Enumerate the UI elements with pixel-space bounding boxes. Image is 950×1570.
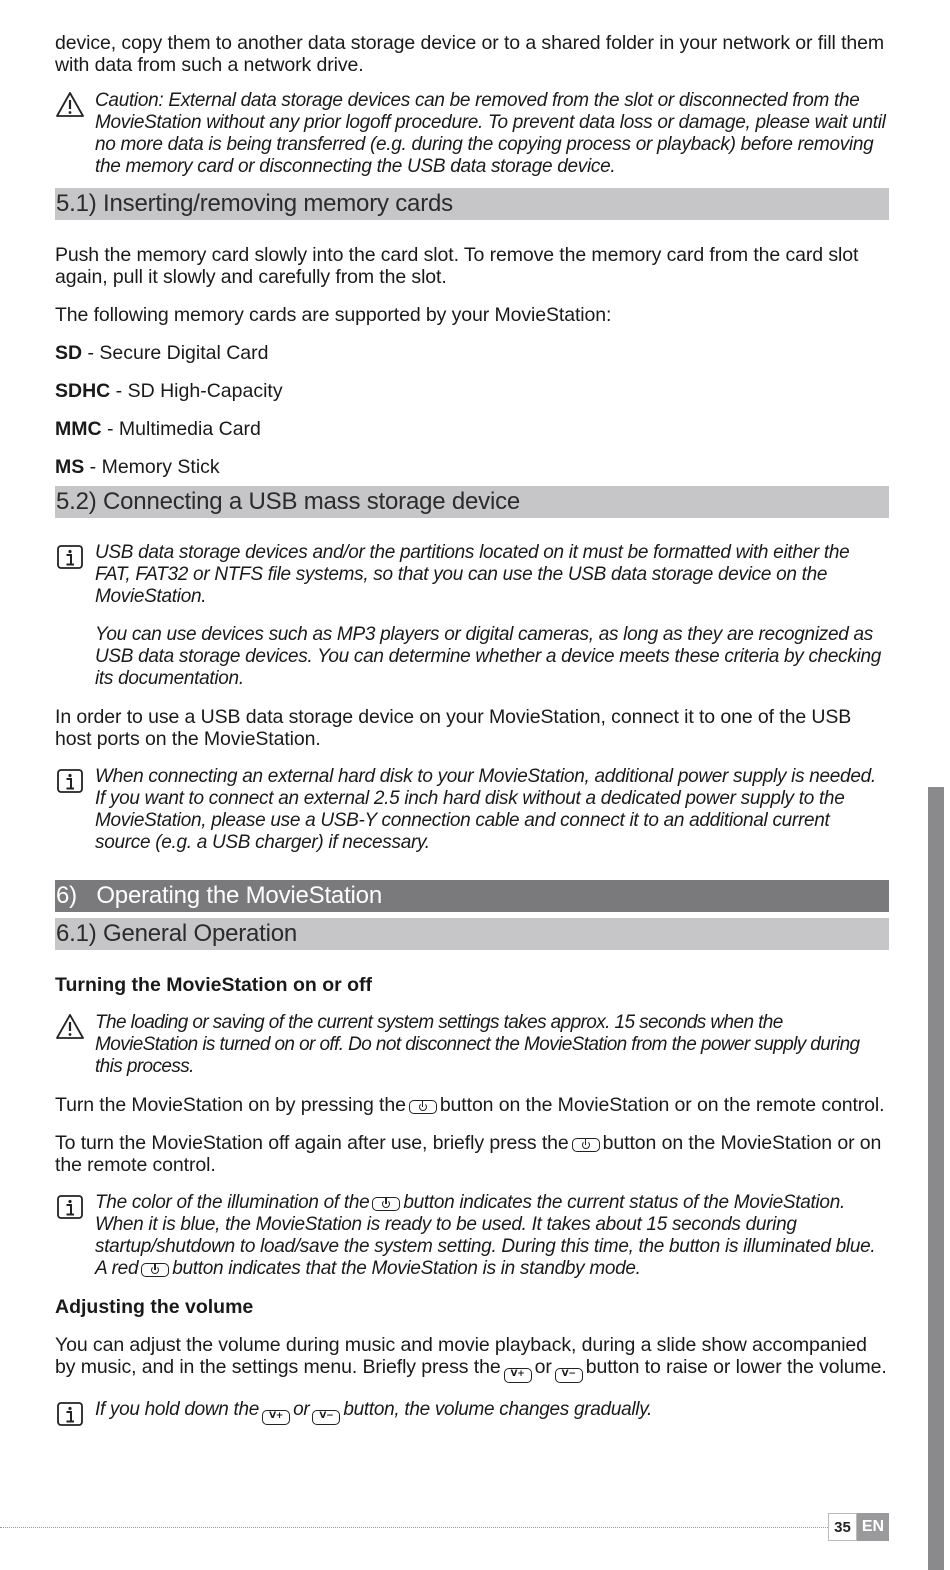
text-run: button indicates the current status of the MovieStation. When it is blue, the MovieStation is ready to be used. It takes about 15 seconds during startup/shutdown to load/save the system setting. During this time, the button is illuminated blue. A red	[95, 1192, 876, 1279]
card-abbr: MMC	[55, 418, 102, 440]
language-badge: EN	[857, 1513, 889, 1541]
paragraph: Push the memory card slowly into the card slot. To remove the memory card from the card slot again, pull it slowly and carefully from the slot.	[55, 244, 859, 288]
paragraph	[55, 1094, 889, 1116]
caution-text: Caution: External data storage devices can be removed from the slot or disconnected from the MovieStation without any prior logoff procedure. To prevent data loss or damage, please wait until no more data is being transferred (e.g. during the copying process or playback) before removing the memory card or disconnecting the USB data storage device.	[95, 90, 886, 177]
power-button-icon	[372, 1197, 400, 1211]
card-item	[55, 456, 889, 478]
text-run: To turn the MovieStation off again after use, briefly press the	[55, 1132, 569, 1154]
info-text	[95, 1192, 889, 1280]
card-desc: - Multimedia Card	[101, 418, 261, 440]
info-note	[55, 1399, 889, 1425]
section-heading-5-1: 5.1) Inserting/removing memory cards	[55, 188, 889, 220]
subsection-title: Adjusting the volume	[55, 1296, 254, 1318]
text-run: button on the MovieStation or on the remote control.	[439, 1094, 885, 1116]
caution-note	[55, 90, 889, 178]
info-note	[55, 1192, 889, 1280]
volume-up-button-icon: V+	[504, 1368, 532, 1383]
chapter-heading-6: 6) Operating the MovieStation	[55, 880, 889, 912]
card-item	[55, 418, 889, 440]
card-item	[55, 342, 889, 364]
card-desc: - Memory Stick	[84, 456, 220, 478]
text-run: If you hold down the	[95, 1399, 260, 1420]
caution-note	[55, 1012, 889, 1078]
caution-text: The loading or saving of the current system settings takes approx. 15 seconds when the MovieStation is turned on or off. Do not disconnect the MovieStation from the power supply during this process.	[95, 1012, 860, 1077]
page-content	[55, 32, 889, 1441]
subsection-title: Turning the MovieStation on or off	[55, 974, 373, 996]
info-text: USB data storage devices and/or the partitions located on it must be formatted with either the FAT, FAT32 or NTFS file systems, so that you can use the USB data storage device on the MovieStation.	[95, 542, 850, 607]
text-run: The color of the illumination of the	[95, 1192, 370, 1213]
text-run: Turn the MovieStation on by pressing the	[55, 1094, 406, 1116]
warning-icon	[55, 91, 85, 119]
power-button-icon	[141, 1263, 169, 1277]
card-abbr: SDHC	[55, 380, 111, 402]
footer-dotted-rule	[0, 1527, 828, 1528]
paragraph: The following memory cards are supported by your MovieStation:	[55, 304, 612, 326]
text-run: button indicates that the MovieStation is in standby mode.	[172, 1258, 641, 1279]
card-desc: - Secure Digital Card	[82, 342, 269, 364]
volume-down-button-icon: V−	[312, 1410, 340, 1425]
warning-icon	[55, 1013, 85, 1041]
info-text: You can use devices such as MP3 players or digital cameras, as long as they are recognized as USB data storage devices. You can determine whether a device meets these criteria by checking its documentation.	[95, 624, 882, 689]
info-note	[55, 542, 889, 690]
text-run: or	[534, 1356, 552, 1378]
info-icon	[55, 767, 85, 795]
info-icon	[55, 1400, 85, 1428]
info-note	[55, 766, 889, 854]
paragraph	[55, 1334, 889, 1383]
volume-up-button-icon: V+	[262, 1410, 290, 1425]
text-run: button on the MovieStation or on the remote control.	[55, 1132, 882, 1176]
intro-paragraph: device, copy them to another data storage device or to a shared folder in your network or fill them with data from such a network drive.	[55, 32, 885, 76]
page-number: 35	[828, 1513, 857, 1541]
text-run: or	[293, 1399, 310, 1420]
card-abbr: MS	[55, 456, 85, 478]
text-run: button, the volume changes gradually.	[343, 1399, 652, 1420]
card-desc: - SD High-Capacity	[110, 380, 283, 402]
paragraph: In order to use a USB data storage device on your MovieStation, connect it to one of the USB host ports on the MovieStation.	[55, 706, 852, 750]
power-button-icon	[572, 1138, 600, 1152]
text-run: You can adjust the volume during music and movie playback, during a slide show accompanied by music, and in the settings menu. Briefly press the	[55, 1334, 867, 1378]
section-heading-6-1: 6.1) General Operation	[55, 918, 889, 950]
volume-down-button-icon: V−	[555, 1368, 583, 1383]
section-heading-5-2: 5.2) Connecting a USB mass storage device	[55, 486, 889, 518]
info-text: When connecting an external hard disk to your MovieStation, additional power supply is needed. If you want to connect an external 2.5 inch hard disk without a dedicated power supply to the MovieStation, please use a USB-Y connection cable and connect it to an additional current source (e.g. a USB charger) if necessary.	[95, 766, 876, 853]
chapter-side-tab	[928, 787, 944, 1570]
info-text	[95, 1399, 889, 1425]
text-run: button to raise or lower the volume.	[585, 1356, 887, 1378]
paragraph	[55, 1132, 889, 1176]
info-icon	[55, 1193, 85, 1221]
card-item	[55, 380, 889, 402]
card-abbr: SD	[55, 342, 83, 364]
power-button-icon	[409, 1100, 437, 1114]
info-icon	[55, 543, 85, 571]
